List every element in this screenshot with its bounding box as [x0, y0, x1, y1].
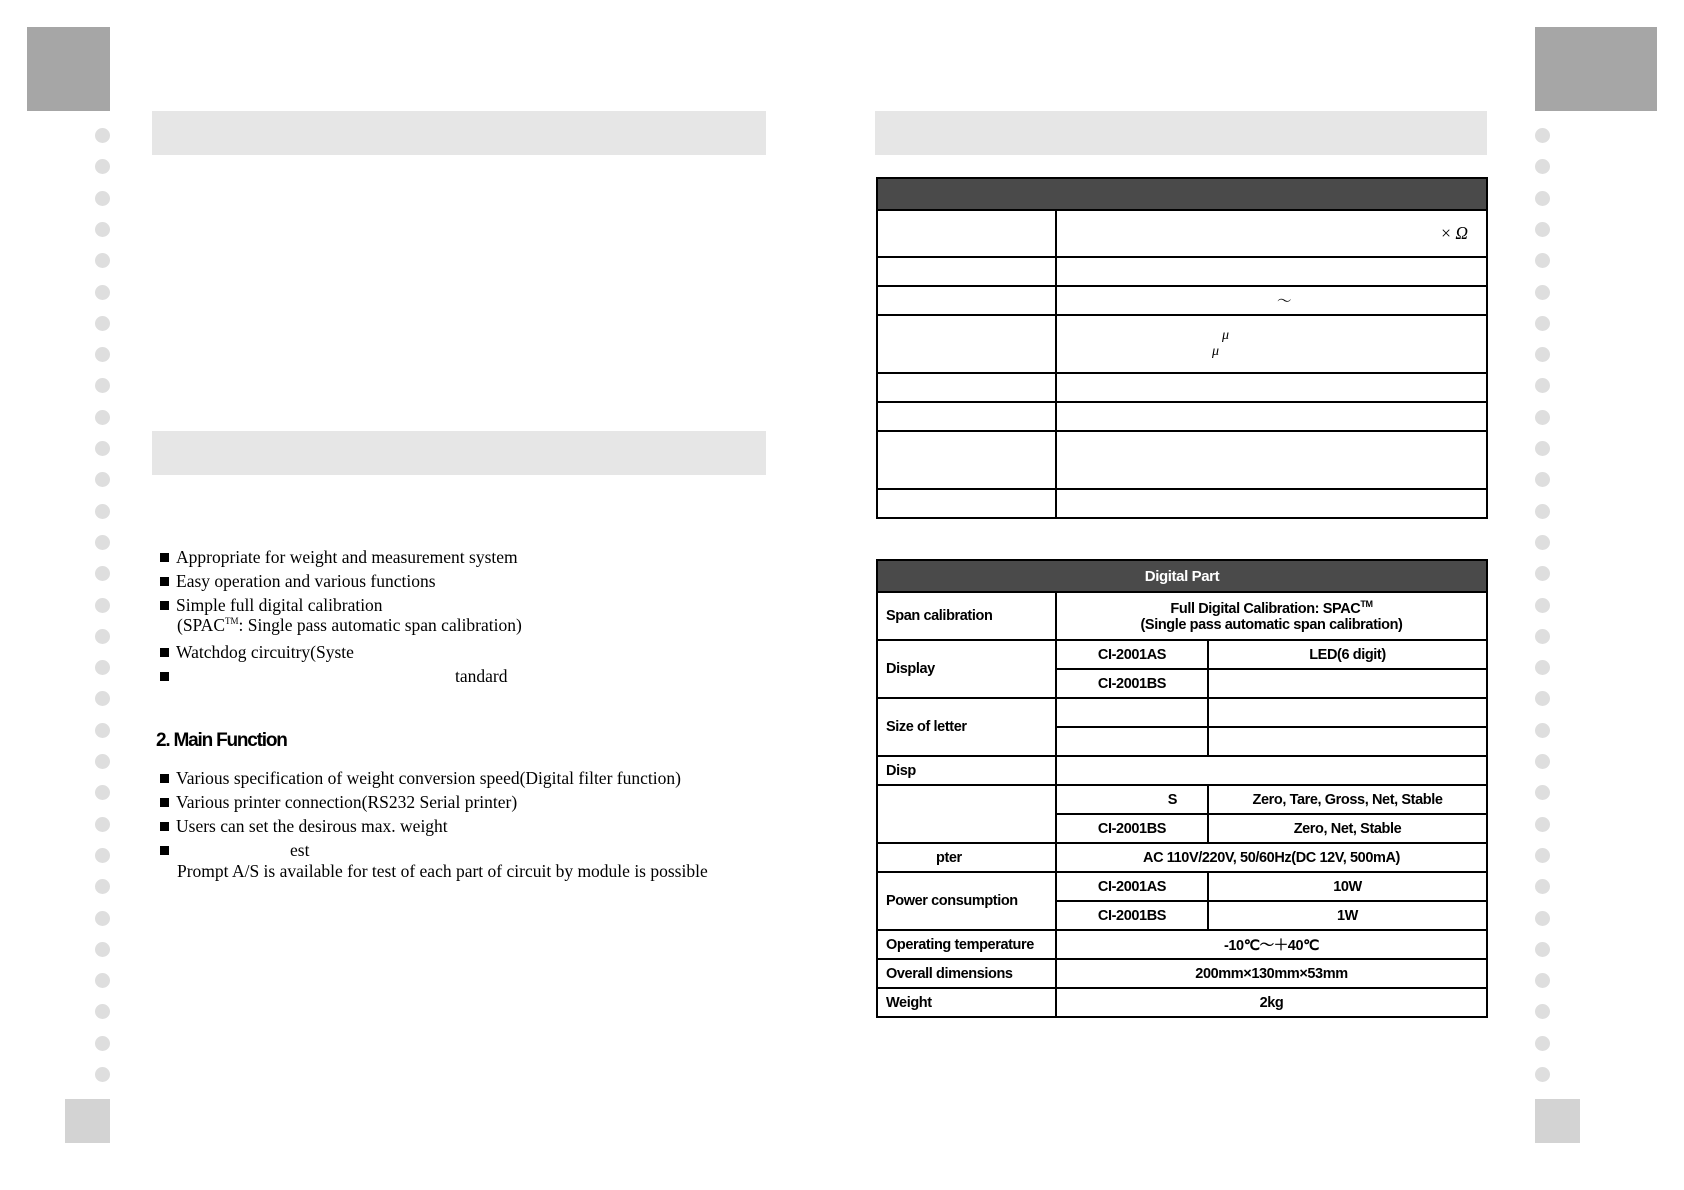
- table-row: [877, 402, 1487, 431]
- table-cell: [877, 402, 1056, 431]
- binder-dot: [1535, 848, 1550, 863]
- table-row: [877, 286, 1487, 315]
- binder-dot: [95, 691, 110, 706]
- binder-dot: [1535, 222, 1550, 237]
- table-cell: [1056, 402, 1487, 431]
- binder-dot: [95, 1004, 110, 1019]
- binder-dot: [95, 316, 110, 331]
- list-item: Simple full digital calibration: [160, 595, 383, 616]
- binder-dot: [1535, 879, 1550, 894]
- table-cell: 2kg: [1056, 988, 1487, 1017]
- table-cell: [877, 785, 1056, 843]
- table-cell: μ μ: [1056, 315, 1487, 373]
- table-cell: [877, 257, 1056, 286]
- table-cell: AC 110V/220V, 50/60Hz(DC 12V, 500mA): [1056, 843, 1487, 872]
- table-header-cell: Digital Part: [877, 560, 1487, 592]
- table-cell: LED(6 digit): [1208, 640, 1487, 669]
- table-cell: [877, 431, 1056, 489]
- table-cell: 200mm×130mm×53mm: [1056, 959, 1487, 988]
- binder-dot: [1535, 1067, 1550, 1082]
- binder-dot: [1535, 316, 1550, 331]
- table-cell: [1056, 698, 1208, 727]
- bullet-square: [160, 553, 169, 562]
- table-row: [877, 843, 1487, 872]
- bullet-square: [160, 648, 169, 657]
- list-item-fragment: tandard: [455, 666, 508, 686]
- corner-block-bottom-left: [65, 1099, 110, 1143]
- main-function-heading: 2. Main Function: [156, 730, 287, 751]
- binder-dot: [95, 441, 110, 456]
- corner-block-top-right: [1535, 27, 1657, 111]
- binder-dot: [1535, 817, 1550, 832]
- table-header-cell: [877, 178, 1487, 210]
- table-row: [877, 489, 1487, 518]
- list-item: Appropriate for weight and measurement system: [160, 547, 518, 568]
- binder-dot: [95, 472, 110, 487]
- binder-dot: [95, 535, 110, 550]
- table-row: [877, 959, 1487, 988]
- binder-dot: [1535, 191, 1550, 206]
- table-row: [877, 698, 1487, 727]
- table-cell: Weight: [877, 988, 1056, 1017]
- binder-dot: [1535, 629, 1550, 644]
- binder-dot: [1535, 253, 1550, 268]
- binder-dot: [1535, 504, 1550, 519]
- table-cell: Disp: [877, 756, 1056, 785]
- list-item: Easy operation and various functions: [160, 571, 436, 592]
- table-cell: CI-2001BS: [1056, 814, 1208, 843]
- binder-dot: [1535, 1036, 1550, 1051]
- table-row: [877, 431, 1487, 489]
- table-row: [877, 210, 1487, 257]
- binder-dot: [95, 660, 110, 675]
- table-cell: [1056, 489, 1487, 518]
- binder-dot: [1535, 598, 1550, 613]
- table-row: [877, 988, 1487, 1017]
- table-row: [877, 756, 1487, 785]
- binder-dot: [95, 785, 110, 800]
- list-item: Watchdog circuitry(Syste: [160, 642, 354, 663]
- bullet-square: [160, 798, 169, 807]
- section-band-left-middle: [152, 431, 766, 475]
- table-cell: CI-2001BS: [1056, 901, 1208, 930]
- bullet-square: [160, 601, 169, 610]
- table-cell: Size of letter: [877, 698, 1056, 756]
- binder-dot: [1535, 441, 1550, 456]
- table-cell: [1056, 257, 1487, 286]
- table-cell: Power consumption: [877, 872, 1056, 930]
- table-row: [877, 785, 1487, 814]
- binder-dot: [1535, 1004, 1550, 1019]
- list-item: Various printer connection(RS232 Serial printer): [160, 792, 517, 813]
- binder-dot: [1535, 911, 1550, 926]
- table-row: [877, 373, 1487, 402]
- binder-dot: [1535, 472, 1550, 487]
- table-row: [877, 257, 1487, 286]
- binder-dot: [95, 911, 110, 926]
- table-cell: [1056, 431, 1487, 489]
- binder-dot: [95, 973, 110, 988]
- analog-spec-table: [876, 177, 1488, 519]
- table-cell: 10W: [1208, 872, 1487, 901]
- binder-dot: [1535, 660, 1550, 675]
- table-cell: CI-2001AS: [1056, 640, 1208, 669]
- binder-dot: [95, 629, 110, 644]
- table-cell: 1W: [1208, 901, 1487, 930]
- binder-dot: [1535, 723, 1550, 738]
- table-cell: × Ω: [1056, 210, 1487, 257]
- binder-dot: [95, 566, 110, 581]
- table-cell: [1208, 698, 1487, 727]
- table-cell: ～: [1056, 286, 1487, 315]
- list-item: [160, 666, 176, 687]
- table-cell: Zero, Tare, Gross, Net, Stable: [1208, 785, 1487, 814]
- section-band-left-top: [152, 111, 766, 155]
- binder-dot: [95, 378, 110, 393]
- table-cell: -10℃～＋40℃: [1056, 930, 1487, 959]
- table-row: [877, 592, 1487, 640]
- binder-dot: [1535, 128, 1550, 143]
- binder-dot: [1535, 785, 1550, 800]
- table-cell: pter: [877, 843, 1056, 872]
- table-cell: S: [1056, 785, 1208, 814]
- bullet-square: [160, 822, 169, 831]
- list-item-continuation: Prompt A/S is available for test of each part of circuit by module is possible: [177, 861, 708, 881]
- table-cell: [877, 315, 1056, 373]
- table-cell: [1056, 756, 1487, 785]
- binder-dot: [95, 222, 110, 237]
- table-cell: [877, 489, 1056, 518]
- binder-dot: [1535, 942, 1550, 957]
- corner-block-top-left: [27, 27, 110, 111]
- binder-dot: [95, 159, 110, 174]
- table-cell: [1208, 669, 1487, 698]
- table-cell: [877, 373, 1056, 402]
- digital-spec-table: [876, 559, 1488, 1018]
- binder-dot: [1535, 410, 1550, 425]
- table-header-row: [877, 560, 1487, 592]
- table-cell: Overall dimensions: [877, 959, 1056, 988]
- binder-dot: [1535, 159, 1550, 174]
- binder-dot: [95, 817, 110, 832]
- table-cell: CI-2001BS: [1056, 669, 1208, 698]
- section-band-right-top: [875, 111, 1487, 155]
- binder-dot: [95, 1067, 110, 1082]
- bullet-square: [160, 846, 169, 855]
- binder-dot: [95, 848, 110, 863]
- binder-dot: [95, 879, 110, 894]
- binder-dot: [1535, 754, 1550, 769]
- table-row: [877, 872, 1487, 901]
- binder-dot: [95, 410, 110, 425]
- table-cell: [1056, 373, 1487, 402]
- table-row: [877, 930, 1487, 959]
- binder-dot: [1535, 691, 1550, 706]
- binder-dot: [95, 942, 110, 957]
- binder-dot: [1535, 973, 1550, 988]
- bullet-square: [160, 774, 169, 783]
- binder-dot: [95, 754, 110, 769]
- table-cell: [1208, 727, 1487, 756]
- list-item: [160, 840, 176, 861]
- binder-dot: [1535, 535, 1550, 550]
- list-item: Various specification of weight conversion speed(Digital filter function): [160, 768, 681, 789]
- table-cell: CI-2001AS: [1056, 872, 1208, 901]
- binder-dot: [95, 191, 110, 206]
- list-item-fragment: est: [290, 840, 310, 860]
- binder-dot: [95, 723, 110, 738]
- binder-dot: [95, 285, 110, 300]
- bullet-square: [160, 577, 169, 586]
- table-cell: Zero, Net, Stable: [1208, 814, 1487, 843]
- table-row: [877, 315, 1487, 373]
- bullet-square: [160, 672, 169, 681]
- corner-block-bottom-right: [1535, 1099, 1580, 1143]
- binder-dot: [95, 598, 110, 613]
- spac-note: (SPAC™: Single pass automatic span calibration): [177, 615, 522, 635]
- binder-dot: [95, 504, 110, 519]
- binder-dot: [95, 253, 110, 268]
- table-cell: [1056, 727, 1208, 756]
- table-cell: Full Digital Calibration: SPAC™ (Single pass automatic span calibration): [1056, 592, 1487, 640]
- table-cell: Operating temperature: [877, 930, 1056, 959]
- binder-dot: [95, 128, 110, 143]
- table-cell: Display: [877, 640, 1056, 698]
- table-row: [877, 640, 1487, 669]
- table-cell: Span calibration: [877, 592, 1056, 640]
- binder-dot: [1535, 566, 1550, 581]
- binder-dot: [95, 1036, 110, 1051]
- binder-dot: [1535, 285, 1550, 300]
- binder-dot: [1535, 347, 1550, 362]
- binder-dot: [95, 347, 110, 362]
- table-cell: [877, 286, 1056, 315]
- list-item: Users can set the desirous max. weight: [160, 816, 448, 837]
- table-header-row: [877, 178, 1487, 210]
- binder-dot: [1535, 378, 1550, 393]
- table-cell: [877, 210, 1056, 257]
